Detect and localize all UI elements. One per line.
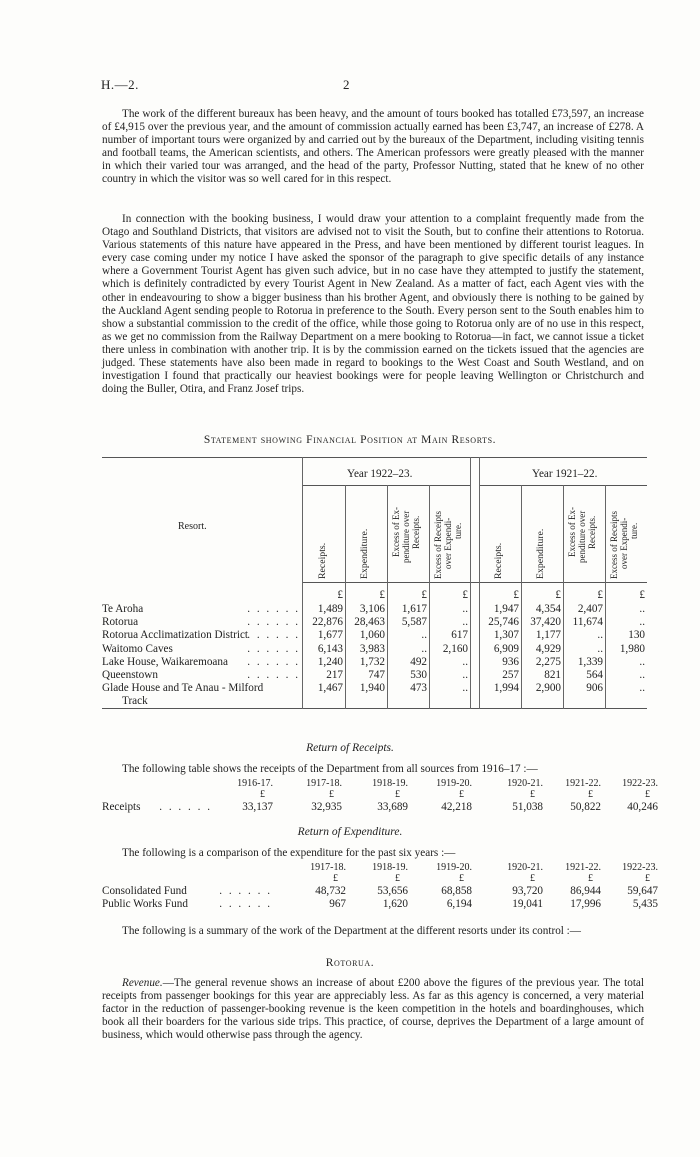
pound-sign: £ (597, 589, 603, 601)
expenditure-value: 86,944 (570, 885, 601, 897)
cell-1921-22: 2,407 (577, 603, 603, 615)
expenditure-value: 59,647 (627, 885, 658, 897)
year-1921-22-header: Year 1921–22. (532, 468, 598, 480)
cell-1921-22: 1,339 (577, 655, 603, 668)
cell-1922-23: 1,489 (317, 603, 343, 615)
col-expenditure-a: Expenditure. (359, 528, 370, 579)
pound-sign: £ (645, 873, 650, 884)
leader-dots: . . . . . . (247, 616, 300, 629)
resort-name: Waitomo Caves (102, 642, 173, 655)
cell-1922-23: .. (421, 629, 427, 642)
year-header: 1917-18. (306, 778, 342, 789)
revenue-lead: Revenue. (122, 977, 163, 989)
cell-1921-22: .. (639, 682, 645, 695)
cell-1922-23: 28,463 (354, 616, 385, 629)
pound-sign: £ (260, 789, 265, 800)
resort-name-continued: Track (122, 695, 148, 708)
paragraph-expenditure-intro: The following is a comparison of the expenditure for the past six years :— (122, 847, 456, 859)
pound-sign: £ (530, 789, 535, 800)
leader-dots: . . . . . . (219, 898, 272, 910)
cell-1921-22: 6,909 (493, 642, 519, 655)
receipts-value: 51,038 (512, 801, 543, 813)
expenditure-value: 967 (329, 898, 346, 910)
paragraph-bureaux-work: The work of the different bureaux has been heavy, and the amount of tours booked has totalled £73,597, an increase of £4,915 over the previous year, and the amount of commission actually earned has been £3,747, an increase of £278. A number of important tours were organized by and carried out by the bureaux of the Department, including visiting tennis and football teams, the American scientists, and others. The American professors were greatly pleased with the manner in which their varied tour was arranged, and the head of the party, Professor Nutting, stated that he knew of no other country in which the visitor was so well cared for in this respect. (102, 108, 644, 186)
cell-1922-23: 1,240 (317, 655, 343, 668)
cell-1922-23: 1,060 (359, 629, 385, 642)
document-reference: H.—2. (101, 77, 139, 92)
col-excess-rec-b-2: over Expendi- (619, 517, 629, 569)
resort-name: Te Aroha (102, 603, 144, 615)
cell-1922-23: 3,106 (359, 603, 385, 615)
cell-1922-23: 6,143 (317, 642, 343, 655)
cell-1921-22: 1,177 (535, 629, 561, 642)
cell-1921-22: 821 (544, 669, 561, 681)
pound-sign: £ (395, 789, 400, 800)
cell-1921-22: 1,307 (493, 629, 519, 642)
expenditure-value: 19,041 (512, 898, 543, 910)
expenditure-value: 93,720 (512, 885, 543, 897)
expenditure-value: 68,858 (441, 885, 472, 897)
resort-name: Lake House, Waikaremoana (102, 655, 228, 668)
cell-1922-23: 473 (410, 682, 427, 695)
expenditure-value: 6,194 (446, 898, 472, 910)
pound-sign: £ (333, 873, 338, 884)
year-header: 1918-19. (372, 778, 408, 789)
cell-1921-22: 1,980 (619, 642, 645, 655)
cell-1922-23: .. (462, 616, 468, 629)
year-header: 1920-21. (507, 778, 543, 789)
cell-1921-22: .. (597, 642, 603, 655)
cell-1922-23: 617 (451, 629, 468, 642)
year-a-rule (302, 485, 470, 486)
receipts-value: 50,822 (570, 801, 601, 813)
pound-sign: £ (588, 873, 593, 884)
table-bottom-rule (102, 708, 647, 709)
pound-sign: £ (530, 873, 535, 884)
pound-sign: £ (459, 873, 464, 884)
year-header: 1921-22. (565, 778, 601, 789)
cell-1921-22: 257 (502, 669, 519, 681)
col-excess-rec-a-3: ture. (453, 522, 463, 539)
expenditure-row-label: Public Works Fund (102, 898, 188, 910)
pound-sign: £ (513, 589, 519, 601)
paragraph-resorts-summary: The following is a summary of the work of the Department at the different resorts under its control :— (122, 925, 581, 937)
receipts-value: 33,689 (377, 801, 408, 813)
header-bottom-rule (302, 582, 647, 583)
pound-sign: £ (588, 789, 593, 800)
cell-1921-22: 2,900 (535, 682, 561, 695)
cell-1921-22: 37,420 (530, 616, 561, 629)
cell-1922-23: 217 (326, 669, 343, 681)
year-header: 1921-22. (565, 862, 601, 873)
pound-sign: £ (639, 589, 645, 601)
expenditure-value: 5,435 (632, 898, 658, 910)
paragraph-booking-complaint: In connection with the booking business, I would draw your attention to a complaint frequently made from the Otago and Southland Districts, that visitors are advised not to visit the South, but to confine their attentions to Rotorua. Various statements of this nature have appeared in the Press, and have been mentioned by different tourist leagues. In every case coming under my notice I have asked the sponsor of the paragraph to give specific details of any instance where a Government Tourist Agent has given such advice, but in no case have they attempted to justify the statement, which is definitely contradicted by every Tourist Agent in New Zealand. As a matter of fact, each Agent vies with the other in endeavouring to show a bigger business than his brother Agent, and obviously there is nothing to be gained by the Auckland Agent sending people to Rotorua in preference to the South. Every person sent to the South enables him to show a substantial commission to the credit of the office, while those going to Rotorua only are of no use in this respect, as we get no commission from the Railway Department on a mere booking to Rotorua—in fact, we cannot issue a ticket there unless in combination with another trip. It is by the commission earned on the tickets issued that the agencies are judged. These statements have also been made in regard to bookings to the West Coast and South Westland, and on investigation I found that practically our heaviest bookings were for people leaving Wellington or Christchurch and doing the Buller, Otira, and Franz Josef trips. (102, 213, 644, 396)
pound-sign: £ (462, 589, 468, 601)
leader-dots: . . . . . . (247, 603, 300, 615)
cell-1922-23: 2,160 (442, 642, 468, 655)
paragraph-rotorua-revenue (102, 977, 644, 1042)
year-header: 1922-23. (622, 862, 658, 873)
cell-1922-23: .. (462, 655, 468, 668)
year-header: 1917-18. (310, 862, 346, 873)
leader-dots: . . . . . . (159, 801, 212, 813)
col-excess-exp-b-3: Receipts. (587, 515, 597, 549)
col-excess-exp-a-3: Receipts. (411, 515, 421, 549)
statement-title: Statement showing Financial Position at Main Resorts. (203, 434, 497, 446)
pound-sign: £ (421, 589, 427, 601)
cell-1922-23: .. (462, 603, 468, 615)
pound-sign: £ (555, 589, 561, 601)
col-excess-exp-a-1: Excess of Ex- (391, 507, 401, 557)
cell-1921-22: 11,674 (572, 616, 603, 629)
page-number: 2 (343, 77, 350, 92)
rotorua-heading: Rotorua. (325, 957, 375, 969)
pound-sign: £ (645, 789, 650, 800)
cell-1921-22: 564 (586, 669, 603, 681)
cell-1922-23: .. (421, 642, 427, 655)
cell-1922-23: 1,617 (401, 603, 427, 615)
cell-1922-23: 492 (410, 655, 427, 668)
col-excess-rec-a-2: over Expendi- (443, 517, 453, 569)
receipts-row-label: Receipts (102, 801, 141, 813)
cell-1921-22: 906 (586, 682, 603, 695)
expenditure-title: Return of Expenditure. (297, 826, 403, 838)
receipts-value: 33,137 (242, 801, 273, 813)
resort-name: Rotorua Acclimatization District (102, 629, 249, 642)
resort-column-header: Resort. (178, 521, 207, 532)
cell-1921-22: 4,929 (535, 642, 561, 655)
resort-name: Glade House and Te Anau - Milford (102, 682, 264, 695)
cell-1921-22: .. (639, 669, 645, 681)
cell-1922-23: 22,876 (312, 616, 343, 629)
leader-dots: . . . . . . (247, 642, 300, 655)
cell-1922-23: .. (462, 669, 468, 681)
cell-1921-22: 2,275 (535, 655, 561, 668)
resort-name: Queenstown (102, 669, 158, 681)
cell-1922-23: 5,587 (401, 616, 427, 629)
year-header: 1918-19. (372, 862, 408, 873)
expenditure-row-label: Consolidated Fund (102, 885, 187, 897)
statement-table (102, 457, 647, 709)
col-receipts-b: Receipts. (493, 542, 504, 579)
leader-dots: . . . . . . (247, 669, 300, 681)
cell-1921-22: .. (597, 629, 603, 642)
col-excess-rec-b-1: Excess of Receipts (609, 511, 619, 579)
year-1922-23-header: Year 1922–23. (347, 468, 413, 480)
year-header: 1919-20. (436, 778, 472, 789)
cell-1921-22: .. (639, 655, 645, 668)
cell-1922-23: 1,677 (317, 629, 343, 642)
table-top-rule (102, 457, 647, 458)
expenditure-value: 17,996 (570, 898, 601, 910)
col-excess-exp-a-2: penditure over (401, 510, 411, 563)
paragraph-receipts-intro: The following table shows the receipts of the Department from all sources from 1916–17 :— (122, 763, 538, 775)
expenditure-value: 48,732 (315, 885, 346, 897)
col-excess-exp-b-2: penditure over (577, 510, 587, 563)
cell-1922-23: .. (462, 682, 468, 695)
pound-sign: £ (379, 589, 385, 601)
year-header: 1920-21. (507, 862, 543, 873)
leader-dots: . . . . . . (219, 885, 272, 897)
cell-1922-23: 1,732 (359, 655, 385, 668)
cell-1921-22: 130 (628, 629, 645, 642)
leader-dots: . . . . . . (247, 655, 300, 668)
cell-1921-22: 936 (502, 655, 519, 668)
col-excess-rec-b-3: ture. (629, 522, 639, 539)
cell-1922-23: 530 (410, 669, 427, 681)
col-receipts-a: Receipts. (317, 542, 328, 579)
pound-sign: £ (459, 789, 464, 800)
col-excess-exp-b-1: Excess of Ex- (567, 507, 577, 557)
revenue-text: —The general revenue shows an increase of about £200 above the figures of the previous year. The total receipts from passenger bookings for this year are appreciably less. As far as this agency is concerned, a very material factor in the reduction of passenger-booking revenue is the keen competition in the hotels and boardinghouses, which book all their boarders for the various side trips. This practice, of course, deprives the Department of a large amount of business, which would otherwise pass through the agency. (102, 977, 644, 1042)
cell-1922-23: 747 (368, 669, 385, 681)
receipts-title: Return of Receipts. (306, 742, 394, 754)
expenditure-value: 53,656 (377, 885, 408, 897)
resort-name: Rotorua (102, 616, 139, 629)
cell-1921-22: .. (639, 603, 645, 615)
year-header: 1919-20. (436, 862, 472, 873)
cell-1921-22: .. (639, 616, 645, 629)
cell-1921-22: 1,947 (493, 603, 519, 615)
leader-dots: . . . . . . (247, 629, 300, 642)
receipts-value: 42,218 (441, 801, 472, 813)
cell-1921-22: 25,746 (488, 616, 519, 629)
pound-sign: £ (337, 589, 343, 601)
year-header: 1922-23. (622, 778, 658, 789)
pound-sign: £ (395, 873, 400, 884)
receipts-value: 32,935 (311, 801, 342, 813)
col-expenditure-b: Expenditure. (535, 528, 546, 579)
receipts-value: 40,246 (627, 801, 658, 813)
pound-sign: £ (329, 789, 334, 800)
expenditure-value: 1,620 (382, 898, 408, 910)
cell-1922-23: 3,983 (359, 642, 385, 655)
col-excess-rec-a-1: Excess of Receipts (433, 511, 443, 579)
cell-1922-23: 1,467 (317, 682, 343, 695)
cell-1921-22: 1,994 (493, 682, 519, 695)
year-header: 1916-17. (237, 778, 273, 789)
cell-1922-23: 1,940 (359, 682, 385, 695)
cell-1921-22: 4,354 (535, 603, 561, 615)
